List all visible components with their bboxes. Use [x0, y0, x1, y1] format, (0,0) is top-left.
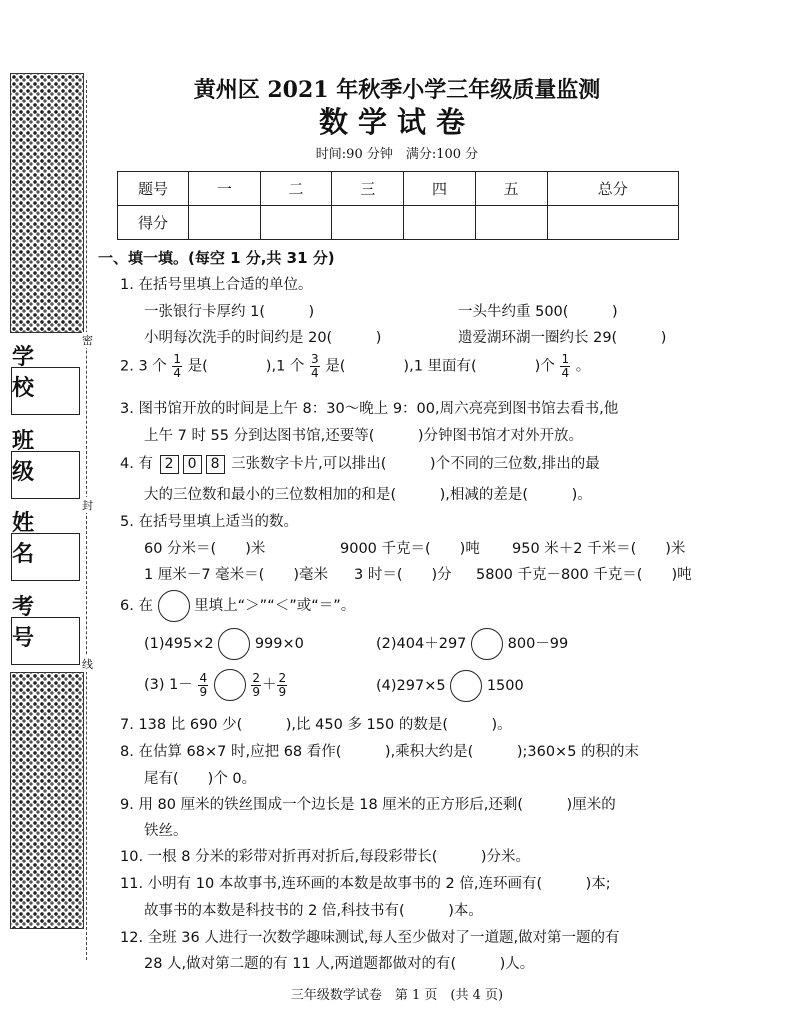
score-header-cell: 总分 — [547, 172, 678, 206]
score-cell[interactable] — [404, 206, 476, 240]
fraction — [198, 672, 208, 699]
binding-dashed-line — [86, 80, 87, 960]
fraction-numerator: 3 — [311, 352, 319, 366]
school-label: 学 校 — [12, 344, 53, 401]
q3-line-1: 3. 图书馆开放的时间是上午 8：30～晚上 9：00,周六亮亮到图书馆去看书,他 — [120, 401, 619, 417]
class-field[interactable] — [11, 451, 80, 499]
fraction-denominator: 4 — [311, 366, 319, 380]
name-field[interactable] — [11, 533, 80, 581]
q9-line-1: 9. 用 80 厘米的铁丝围成一个边长是 18 厘米的正方形后,还剩( )厘米的 — [120, 797, 616, 813]
score-table-header-row — [118, 172, 679, 206]
score-cell[interactable] — [260, 206, 332, 240]
fraction-numerator: 1 — [173, 352, 182, 366]
q6-stem — [120, 590, 355, 622]
q5-r2-b: 3 时＝( )分 — [354, 567, 452, 583]
q5-r1-c: 950 米＋2 千米＝( )米 — [512, 541, 686, 557]
seal-mark-mi: 密 — [82, 334, 93, 347]
q1-item-d: 遗爱湖环湖一圈约长 29( ) — [458, 330, 667, 346]
name-label: 姓 名 — [12, 510, 53, 567]
score-header-cell: 一 — [189, 172, 261, 206]
q12-line-2: 28 人,做对第二题的有 11 人,两道题都做对的有( )人。 — [144, 956, 535, 972]
score-row-label: 得分 — [118, 206, 189, 240]
score-cell[interactable] — [475, 206, 547, 240]
q5-r2-a: 1 厘米－7 毫米＝( )毫米 — [144, 567, 328, 583]
q2-text-4: 。 — [575, 358, 591, 375]
fraction — [277, 672, 287, 699]
q6-item-1-left: (1)495×2 — [144, 636, 214, 652]
q7: 7. 138 比 690 少( ),比 450 多 150 的数是( )。 — [120, 717, 512, 733]
q6-item-1 — [144, 628, 304, 660]
fraction-numerator: 4 — [199, 670, 208, 685]
q6-text-2: 里填上“＞”“＜”或“＝”。 — [194, 598, 356, 614]
q8-line-2: 尾有( )个 0。 — [144, 771, 257, 787]
q5-r2-c: 5800 千克－800 千克＝( )吨 — [476, 567, 692, 583]
fraction-numerator: 2 — [252, 670, 260, 685]
q6-text-1: 6. 在 — [120, 598, 153, 614]
score-header-cell: 四 — [404, 172, 476, 206]
q1-item-c: 小明每次洗手的时间约是 20( ) — [144, 330, 382, 346]
q12-line-1: 12. 全班 36 人进行一次数学趣味测试,每人至少做对了一道题,做对第一题的有 — [120, 930, 620, 946]
q1-item-a: 一张银行卡厚约 1( ) — [144, 304, 315, 320]
exam-number-field[interactable] — [11, 617, 80, 665]
q5-r1-a: 60 分米＝( )米 — [144, 541, 266, 557]
score-header-cell: 题号 — [118, 172, 189, 206]
digit-card: 8 — [206, 455, 225, 474]
q10: 10. 一根 8 分米的彩带对折再对折后,每段彩带长( )分米。 — [120, 849, 531, 865]
digit-card: 0 — [183, 455, 202, 474]
fraction-denominator: 9 — [278, 684, 287, 699]
compare-circle-icon — [158, 590, 190, 622]
score-cell[interactable] — [547, 206, 678, 240]
score-cell[interactable] — [332, 206, 404, 240]
fraction — [310, 353, 320, 380]
fraction — [560, 353, 570, 380]
q2-text-1: 2. 3 个 — [120, 358, 167, 375]
q1-item-b: 一头牛约重 500( ) — [458, 304, 618, 320]
school-field[interactable] — [11, 367, 80, 415]
fraction-denominator: 4 — [173, 366, 182, 380]
fraction — [251, 672, 261, 699]
fraction-denominator: 9 — [252, 684, 260, 699]
q1-stem: 1. 在括号里填上合适的单位。 — [120, 277, 313, 293]
score-header-cell: 二 — [260, 172, 332, 206]
score-header-cell: 三 — [332, 172, 404, 206]
digit-card: 2 — [160, 455, 179, 474]
score-table-score-row — [118, 206, 679, 240]
q3-line-2: 上午 7 时 55 分到达图书馆,还要等( )分钟图书馆才对外开放。 — [144, 428, 584, 444]
fraction-denominator: 4 — [561, 366, 570, 380]
q6-item-4-right: 1500 — [486, 678, 524, 694]
q6-item-3-prefix: (3) 1－ — [144, 677, 193, 693]
page-footer: 三年级数学试卷 第 1 页 (共 4 页) — [290, 988, 504, 1003]
seal-mark-feng: 封 — [82, 499, 93, 512]
answer-circle[interactable] — [218, 628, 250, 660]
score-cell[interactable] — [189, 206, 261, 240]
q2 — [120, 353, 590, 380]
q4-text-2: 三张数字卡片,可以排出( )个不同的三位数,排出的最 — [231, 456, 600, 472]
q6-item-3 — [144, 669, 288, 701]
q6-item-1-right: 999×0 — [254, 636, 304, 652]
q5-stem: 5. 在括号里填上适当的数。 — [120, 514, 298, 530]
q6-item-2-left: (2)404＋297 — [376, 636, 467, 652]
exam-number-label: 考 号 — [12, 594, 53, 651]
q6-item-4 — [376, 670, 524, 702]
answer-circle[interactable] — [471, 628, 503, 660]
q11-line-2: 故事书的本数是科技书的 2 倍,科技书有( )本。 — [144, 903, 483, 919]
q4-line-1 — [120, 452, 600, 474]
fraction-numerator: 1 — [561, 352, 570, 366]
fraction-numerator: 2 — [278, 670, 287, 685]
seal-mark-xian: 线 — [82, 658, 93, 671]
class-label: 班 级 — [12, 428, 53, 485]
exam-title: 黄州区 2021 年秋季小学三年级质量监测 — [193, 77, 601, 103]
q4-text-1: 4. 有 — [120, 456, 153, 472]
q6-item-2-right: 800－99 — [507, 636, 569, 652]
q9-line-2: 铁丝。 — [144, 823, 188, 839]
exam-subtitle: 数学试卷 — [318, 105, 475, 139]
q4-line-2: 大的三位数和最小的三位数相加的和是( ),相减的差是( )。 — [144, 487, 592, 503]
decorative-pattern-bottom — [10, 672, 84, 929]
fraction — [172, 353, 182, 380]
score-table — [117, 171, 679, 240]
plus-sign: ＋ — [261, 677, 277, 693]
q2-text-2: 是( ),1 个 — [187, 358, 305, 375]
q8-line-1: 8. 在估算 68×7 时,应把 68 看作( ),乘积大约是( );360×5 的积的末 — [120, 744, 640, 760]
section-heading: 一、填一填。(每空 1 分,共 31 分) — [98, 249, 335, 267]
answer-circle[interactable] — [214, 669, 246, 701]
answer-circle[interactable] — [450, 670, 482, 702]
q5-r1-b: 9000 千克＝( )吨 — [340, 541, 480, 557]
q6-item-2 — [376, 628, 568, 660]
score-header-cell: 五 — [475, 172, 547, 206]
q2-text-3: 是( ),1 里面有( )个 — [325, 358, 555, 375]
q6-item-4-left: (4)297×5 — [376, 678, 446, 694]
time-info: 时间:90 分钟 满分:100 分 — [315, 147, 479, 162]
q11-line-1: 11. 小明有 10 本故事书,连环画的本数是故事书的 2 倍,连环画有( )本; — [120, 876, 611, 892]
fraction-denominator: 9 — [199, 684, 208, 699]
